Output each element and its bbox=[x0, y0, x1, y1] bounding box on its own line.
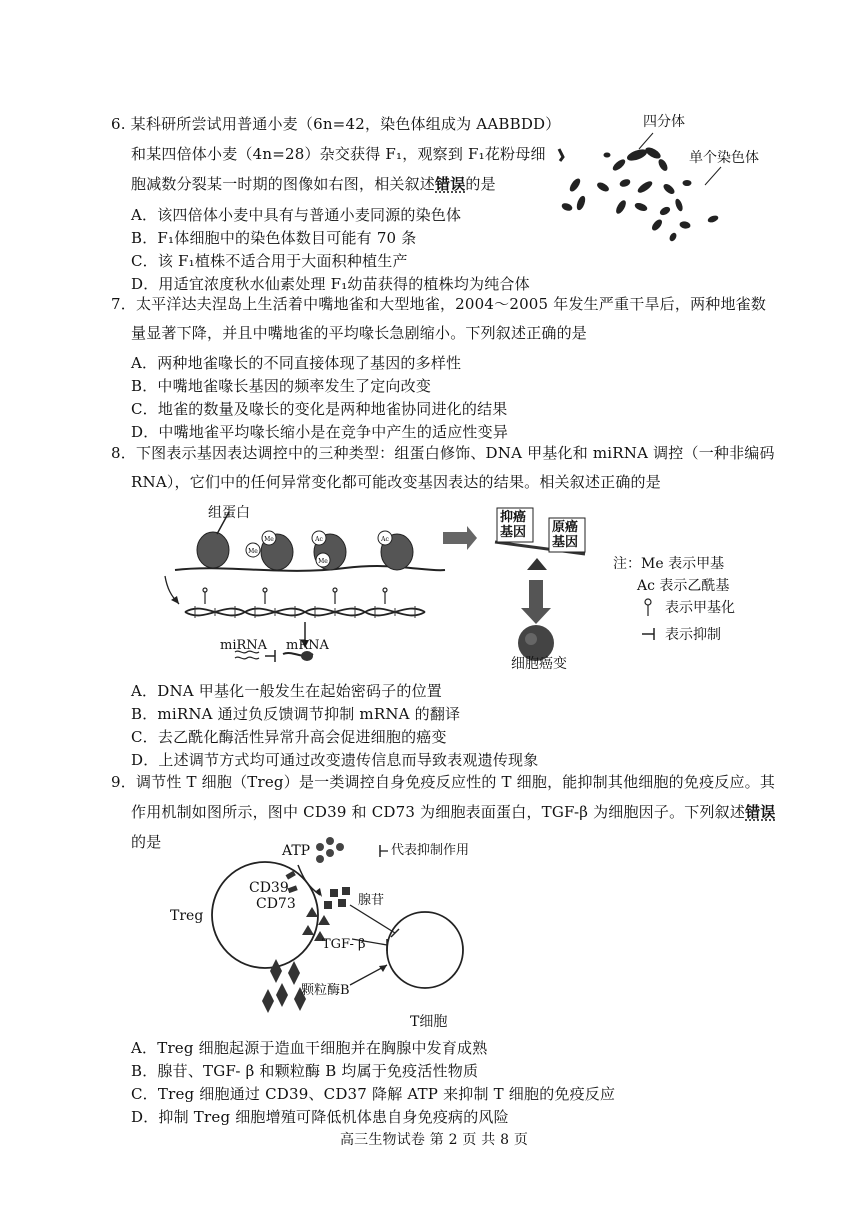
tetrad-pointer bbox=[639, 133, 653, 149]
q8-label-histone: 组蛋白 bbox=[208, 505, 250, 521]
flow-arrow-down bbox=[521, 580, 551, 624]
q9-label-adenosine: 腺苷 bbox=[358, 893, 385, 908]
q9-emphasis-wrong: 错误 bbox=[745, 803, 776, 821]
balance-fulcrum bbox=[527, 558, 547, 570]
q9-option-c: C．Treg 细胞通过 CD39、CD37 降解 ATP 来抑制 T 细胞的免疫反应 bbox=[131, 1085, 616, 1103]
q6-option-a: A．该四倍体小麦中具有与普通小麦同源的染色体 bbox=[131, 206, 462, 224]
q8-option-b: B．miRNA 通过负反馈调节抑制 mRNA 的翻译 bbox=[131, 705, 461, 723]
q6-label-tetrad: 四分体 bbox=[643, 114, 685, 130]
q8-note-ac: Ac 表示乙酰基 bbox=[637, 578, 730, 594]
q7-line-1: 7．太平洋达夫涅岛上生活着中嘴地雀和大型地雀，2004～2005 年发生严重干旱后，两种地雀数 bbox=[111, 295, 767, 313]
q9-line-2: 作用机制如图所示，图中 CD39 和 CD73 为细胞表面蛋白，TGF-β 为细胞因子。下列叙述错误 bbox=[131, 803, 776, 821]
single-chromosome-pointer bbox=[705, 167, 721, 185]
q9-line-1: 9．调节性 T 细胞（Treg）是一类调控自身免疫反应性的 T 细胞，能抑制其他细胞的免疫反应。其 bbox=[111, 773, 776, 791]
q8-note-inhibit: 表示抑制 bbox=[665, 627, 721, 643]
q8-line-2: RNA），它们中的任何异常变化都可能改变基因表达的结果。相关叙述正确的是 bbox=[131, 473, 661, 491]
q9-option-a: A．Treg 细胞起源于造血干细胞并在胸腺中发育成熟 bbox=[131, 1039, 488, 1057]
q9-label-cd73: CD73 bbox=[256, 896, 296, 912]
me-tag-label-3: Me bbox=[318, 558, 328, 565]
me-tag-label-2: Me bbox=[264, 536, 274, 543]
q6-label-single-chromosome: 单个染色体 bbox=[689, 150, 759, 166]
q8-line-1: 8．下图表示基因表达调控中的三种类型：组蛋白修饰、DNA 甲基化和 miRNA 调控（一种非编码 bbox=[111, 444, 775, 462]
nucleosome-1 bbox=[197, 532, 229, 568]
q7-option-a: A．两种地雀喙长的不同直接体现了基因的多样性 bbox=[131, 354, 462, 372]
q9-label-tcell: T细胞 bbox=[410, 1014, 448, 1030]
q7-line-2: 量显著下降，并且中嘴地雀的平均喙长急剧缩小。下列叙述正确的是 bbox=[131, 324, 588, 342]
q8-note-me: 注：Me 表示甲基 bbox=[613, 556, 725, 572]
q9-label-cd39: CD39 bbox=[249, 880, 289, 896]
q9-option-b: B．腺苷、TGF- β 和颗粒酶 B 均属于免疫活性物质 bbox=[131, 1062, 479, 1080]
q8-label-mirna: miRNA bbox=[220, 638, 268, 653]
q9-option-d: D．抑制 Treg 细胞增殖可降低机体患自身免疫病的风险 bbox=[131, 1108, 509, 1126]
t-cell bbox=[387, 912, 463, 988]
page-footer: 高三生物试卷 第 2 页 共 8 页 bbox=[339, 1132, 529, 1148]
q8-option-a: A．DNA 甲基化一般发生在起始密码子的位置 bbox=[131, 682, 442, 700]
q9-treg-figure bbox=[190, 835, 490, 1035]
q6-line-2: 和某四倍体小麦（4n=28）杂交获得 F₁，观察到 F₁花粉母细 bbox=[131, 145, 546, 163]
me-tag-label-1: Me bbox=[248, 548, 258, 555]
q8-option-c: C．去乙酰化酶活性异常升高会促进细胞的癌变 bbox=[131, 728, 447, 746]
q8-option-d: D．上述调节方式均可通过改变遗传信息而导致表观遗传现象 bbox=[131, 751, 539, 769]
q8-legend-symbols bbox=[640, 596, 660, 656]
q8-label-suppressor-1: 抑癌 bbox=[500, 510, 527, 525]
treg-cell bbox=[212, 862, 318, 968]
atp-dot bbox=[316, 843, 324, 851]
q9-legend-label: 代表抑制作用 bbox=[391, 843, 470, 858]
q8-label-suppressor-2: 基因 bbox=[500, 525, 527, 540]
methylation-symbol bbox=[645, 599, 651, 605]
q6-option-b: B．F₁体细胞中的染色体数目可能有 70 条 bbox=[131, 229, 417, 247]
adenosine-square bbox=[330, 889, 338, 897]
adenosine-inhibit-line bbox=[350, 905, 395, 933]
q8-label-proto-2: 基因 bbox=[552, 535, 579, 550]
flow-arrow-right bbox=[443, 526, 477, 550]
q7-option-c: C．地雀的数量及喙长的变化是两种地雀协同进化的结果 bbox=[131, 400, 508, 418]
q7-option-d: D．中嘴地雀平均喙长缩小是在竞争中产生的适应性变异 bbox=[131, 423, 509, 441]
q8-label-mrna: mRNA bbox=[286, 638, 329, 653]
q6-line-1: 6. 某科研所尝试用普通小麦（6n=42，染色体组成为 AABBDD） bbox=[111, 115, 561, 133]
q6-line-3: 胞减数分裂某一时期的图像如右图，相关叙述错误的是 bbox=[131, 175, 496, 193]
q8-label-proto-1: 原癌 bbox=[552, 520, 579, 535]
q9-label-atp: ATP bbox=[282, 843, 311, 859]
ac-tag-label-2: Ac bbox=[381, 536, 389, 543]
q6-option-c: C．该 F₁植株不适合用于大面积种植生产 bbox=[131, 252, 408, 270]
q9-label-tgf: TGF- β bbox=[322, 937, 366, 952]
q8-label-cancer: 细胞癌变 bbox=[511, 656, 567, 672]
q9-label-treg: Treg bbox=[170, 908, 204, 924]
q8-note-methylation: 表示甲基化 bbox=[665, 600, 735, 616]
q7-option-b: B．中嘴地雀喙长基因的频率发生了定向改变 bbox=[131, 377, 432, 395]
ac-tag-label-1: Ac bbox=[315, 536, 323, 543]
q6-chromosome-figure bbox=[545, 125, 735, 255]
q9-line-3: 的是 bbox=[131, 833, 162, 851]
q9-label-granzyme: 颗粒酶B bbox=[301, 983, 350, 998]
q6-emphasis-wrong: 错误 bbox=[435, 175, 466, 193]
q6-option-d: D．用适宜浓度秋水仙素处理 F₁幼苗获得的植株均为纯合体 bbox=[131, 275, 530, 293]
